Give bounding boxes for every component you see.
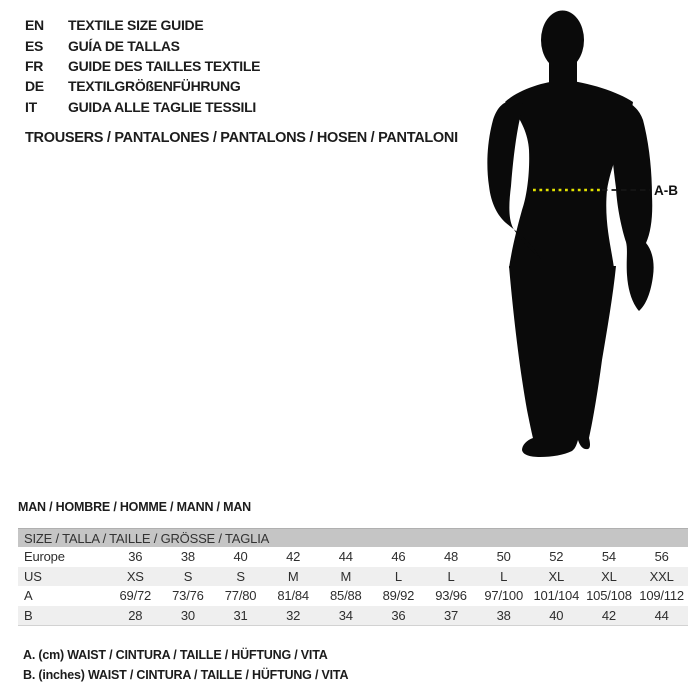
size-value-cell: 40 [549, 607, 564, 623]
row-label: A [24, 588, 33, 604]
size-value-cell: 54 [601, 549, 616, 565]
size-value-cell: 50 [496, 549, 511, 565]
size-value-cell: 105/108 [586, 588, 632, 604]
size-value-cell: 42 [286, 549, 301, 565]
language-title: GUIDA ALLE TAGLIE TESSILI [68, 98, 256, 115]
size-value-cell: 89/92 [382, 588, 415, 604]
size-value-cell: 85/88 [330, 588, 362, 604]
size-value-cell: 36 [128, 549, 143, 565]
language-code: FR [25, 57, 44, 74]
size-value-cell: 44 [654, 607, 669, 623]
language-list [25, 15, 260, 117]
row-label: Europe [24, 549, 65, 565]
size-value-cell: XS [126, 568, 144, 584]
language-title: GUIDE DES TAILLES TEXTILE [68, 57, 261, 74]
size-table-row [18, 606, 688, 626]
size-value-cell: XL [548, 568, 565, 584]
size-value-cell: 77/80 [224, 588, 257, 604]
language-title: GUÍA DE TALLAS [68, 37, 180, 54]
size-value-cell: 28 [128, 607, 143, 623]
footnotes [23, 648, 348, 687]
size-table-body [18, 547, 688, 626]
size-value-cell: 44 [338, 549, 353, 565]
size-table [18, 528, 688, 626]
size-value-cell: 109/112 [639, 588, 684, 604]
language-row [25, 97, 260, 117]
size-value-cell: 69/72 [119, 588, 152, 604]
size-value-cell: 30 [180, 607, 195, 623]
size-value-cell: XL [601, 568, 617, 584]
language-row [25, 56, 260, 76]
size-table-header-row [18, 529, 688, 548]
size-value-cell: 32 [286, 607, 301, 623]
language-code: EN [25, 17, 44, 34]
size-value-cell: M [287, 568, 299, 584]
size-value-cell: L [447, 568, 455, 584]
size-value-cell: 42 [601, 607, 616, 623]
size-value-cell: 48 [444, 549, 459, 565]
row-label: US [24, 568, 42, 584]
size-value-cell: 52 [549, 549, 564, 565]
category-title: TROUSERS / PANTALONES / PANTALONS / HOSEN / PANTALONI [25, 130, 458, 146]
footnote-a: A. (cm) WAIST / CINTURA / TAILLE / HÜFTUNG / VITA [23, 648, 328, 662]
language-row [25, 35, 260, 55]
silhouette-legs [509, 266, 616, 457]
size-value-cell: L [500, 568, 508, 584]
language-title: TEXTILGRÖßENFÜHRUNG [68, 78, 241, 95]
size-value-cell: 37 [444, 607, 459, 623]
silhouette-right-arm [608, 96, 654, 311]
size-value-cell: 38 [496, 607, 511, 623]
size-value-cell: 81/84 [277, 588, 309, 604]
size-value-cell: 73/76 [172, 588, 204, 604]
size-value-cell: XXL [649, 568, 674, 584]
footnote-b: B. (inches) WAIST / CINTURA / TAILLE / HÜFTUNG / VITA [23, 667, 349, 682]
gender-section-title: MAN / HOMBRE / HOMME / MANN / MAN [18, 500, 251, 514]
size-value-cell: 31 [233, 607, 248, 623]
size-value-cell: 93/96 [435, 588, 467, 604]
size-value-cell: 36 [391, 607, 406, 623]
size-table-header: SIZE / TALLA / TAILLE / GRÖSSE / TAGLIA [18, 529, 688, 548]
size-table-row [18, 567, 688, 587]
size-value-cell: 46 [391, 549, 406, 565]
language-code: DE [25, 78, 44, 95]
size-value-cell: 97/100 [484, 588, 523, 604]
size-value-cell: 40 [233, 549, 248, 565]
size-table-row [18, 586, 688, 606]
measurement-label: A-B [654, 183, 678, 198]
language-title: TEXTILE SIZE GUIDE [68, 17, 204, 34]
language-code: IT [25, 98, 37, 115]
size-value-cell: S [236, 568, 245, 584]
size-value-cell: M [340, 568, 352, 584]
language-row [25, 76, 260, 96]
size-value-cell: 38 [180, 549, 195, 565]
man-silhouette-figure [440, 0, 700, 470]
language-row [25, 15, 260, 35]
row-label: B [24, 607, 33, 623]
size-value-cell: L [394, 568, 402, 584]
language-code: ES [25, 37, 44, 54]
size-value-cell: 56 [654, 549, 669, 565]
size-value-cell: 101/104 [533, 588, 580, 604]
size-table-row [18, 547, 688, 567]
size-value-cell: 34 [338, 607, 353, 623]
size-value-cell: S [183, 568, 193, 584]
